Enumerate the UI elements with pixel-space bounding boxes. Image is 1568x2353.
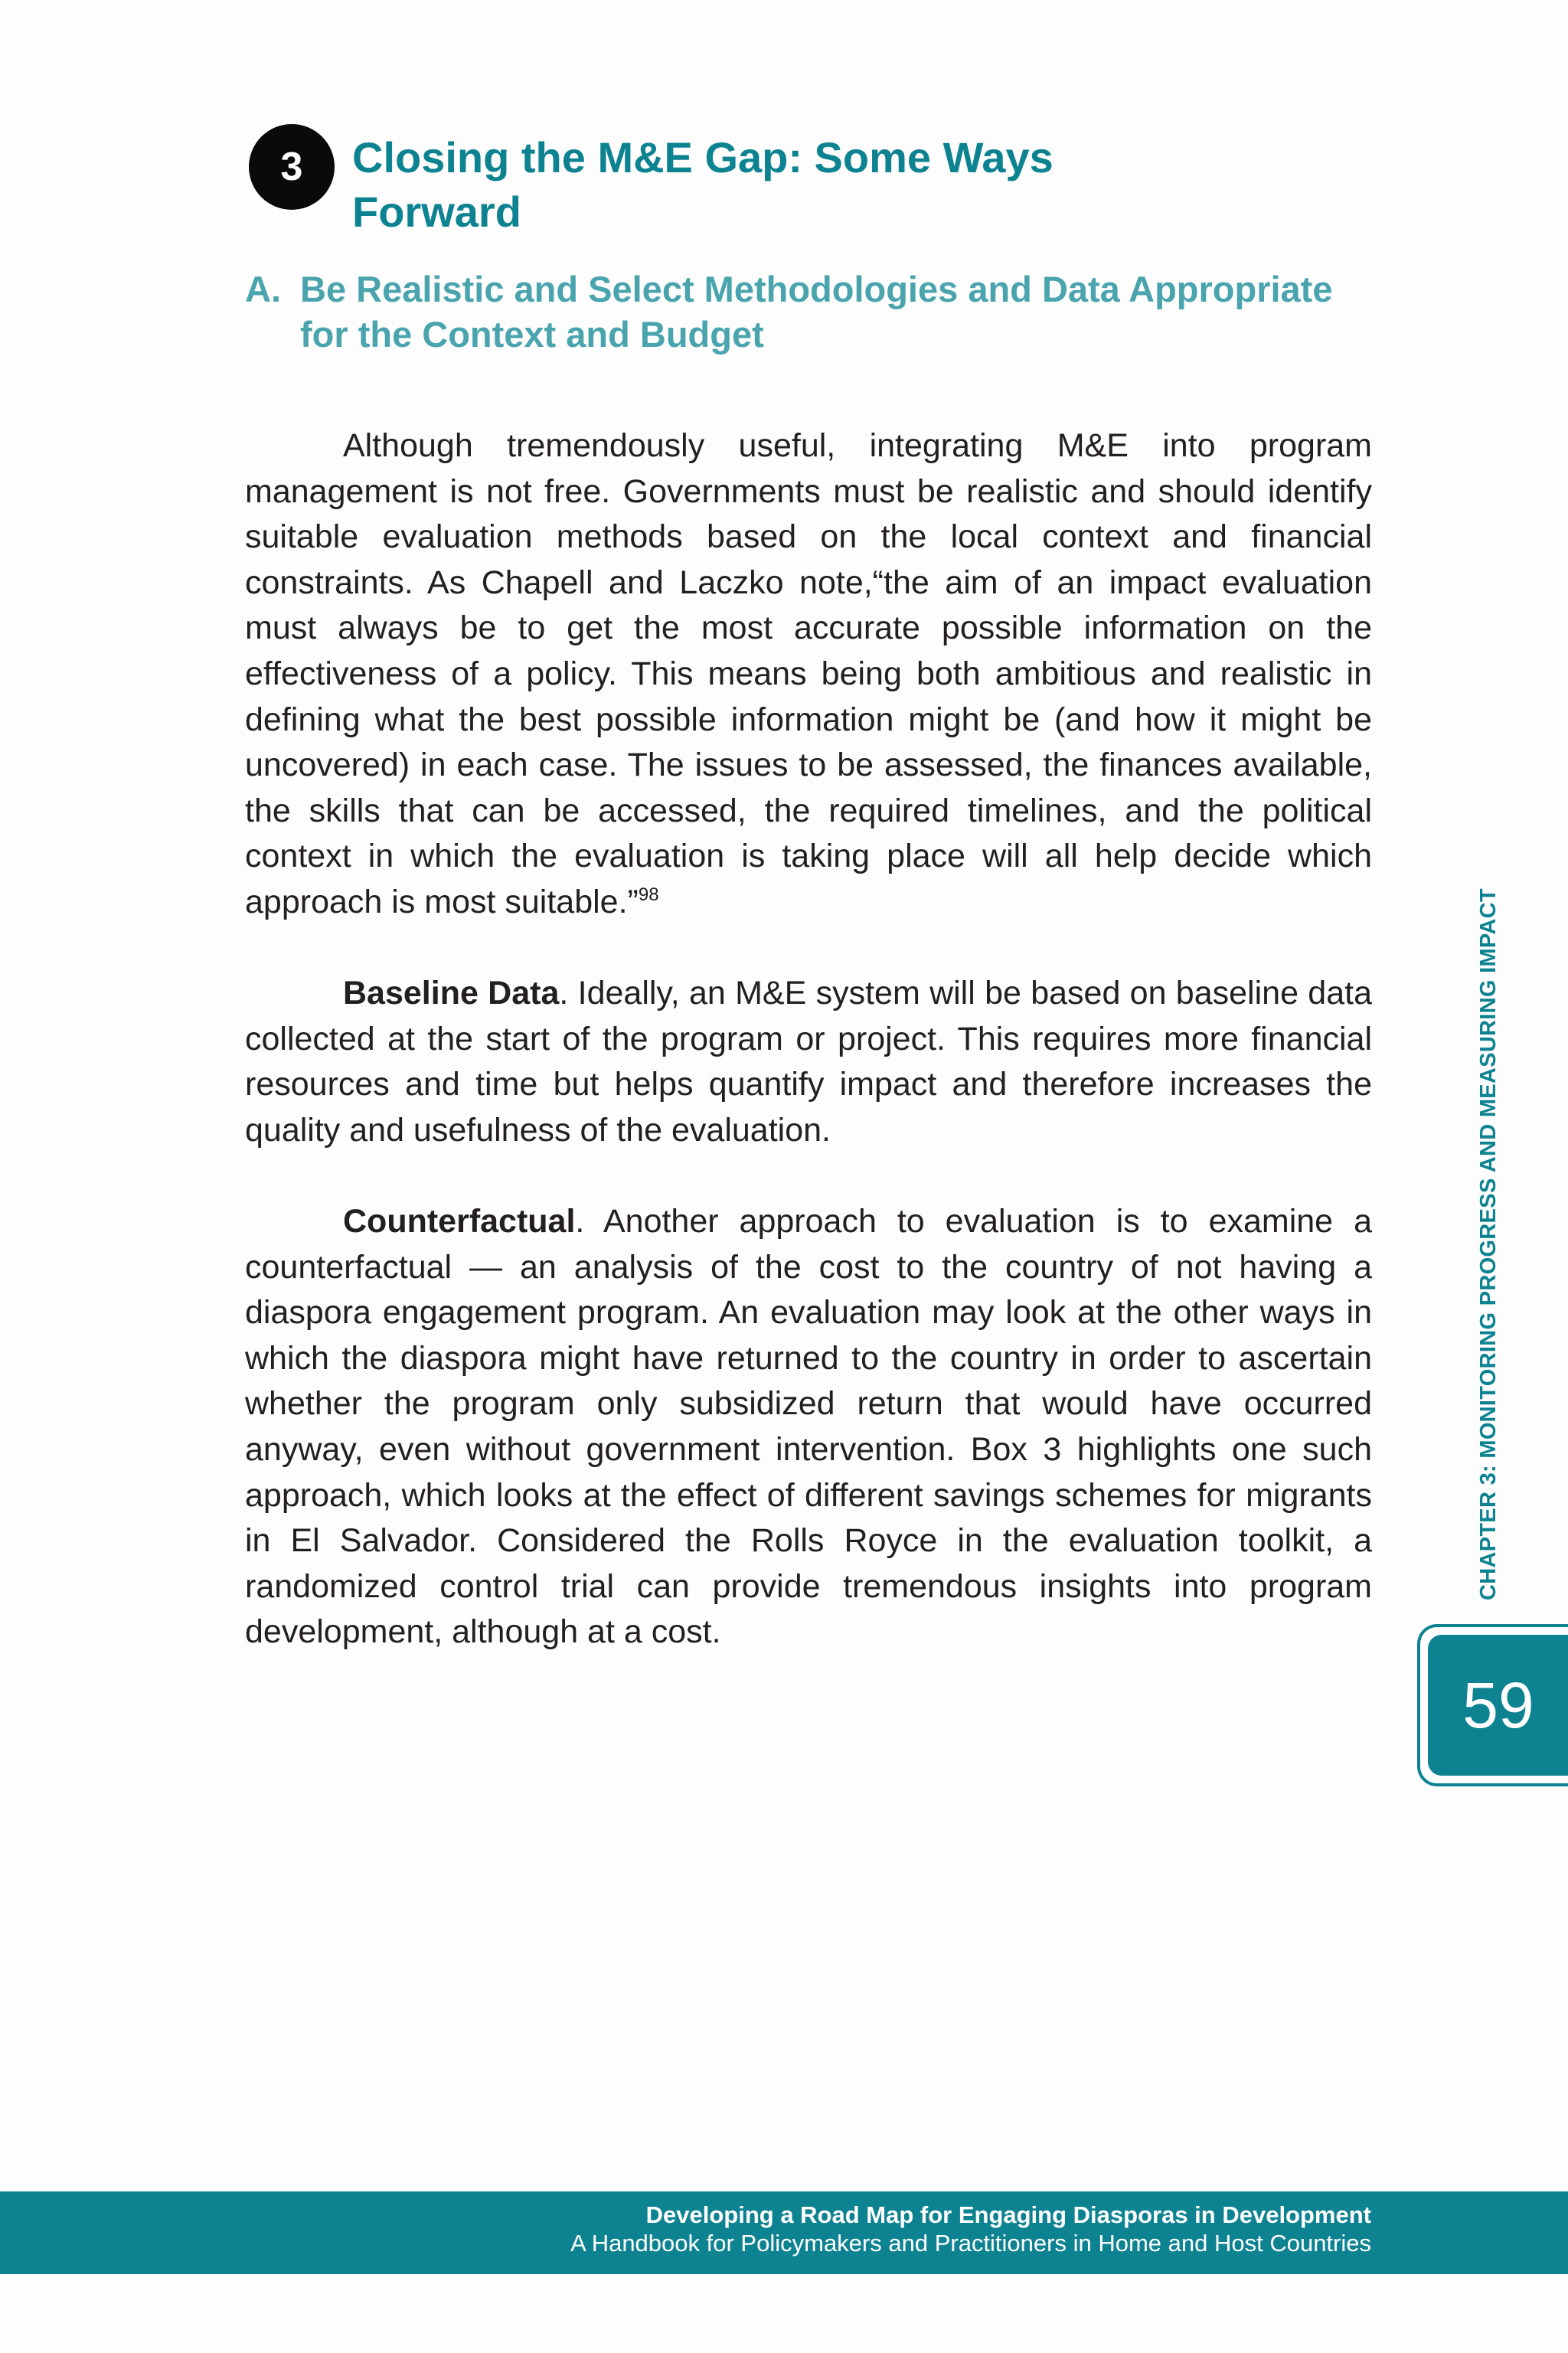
paragraph-intro: [245, 423, 1372, 926]
paragraph-counterfactual-text: . Another approach to evaluation is to examine a counterfactual — an analysis of the cost to the country of not having a diaspora engagement program. An evaluation may look at the other ways in which the diaspora might have returned to the country in order to ascertain whether the program only subsidized return that would have occurred anyway, even without government intervention. Box 3 highlights one such approach, which looks at the effect of different savings schemes for migrants in El Salvador. Considered the Rolls Royce in the evaluation toolkit, a randomized control trial can provide tremendous insights into program development, although at a cost.: [245, 1203, 1372, 1651]
subsection-letter: A.: [245, 269, 281, 309]
subsection-title: Be Realistic and Select Methodologies and Data Appropriate for the Context and Budget: [300, 269, 1333, 355]
page-number: 59: [1428, 1635, 1568, 1776]
section-number-badge: 3: [249, 124, 335, 210]
footnote-ref: 98: [638, 884, 659, 905]
paragraph-baseline: [245, 971, 1372, 1153]
page-number-tab: [1417, 1624, 1568, 1786]
footer-subtitle: A Handbook for Policymakers and Practitioners in Home and Host Countries: [570, 2230, 1371, 2257]
paragraph-baseline-text: . Ideally, an M&E system will be based on baseline data collected at the start of the program or project. This requires more financial resources and time but helps quantify impact and therefore increases the quality and usefulness of the evaluation.: [245, 975, 1372, 1149]
paragraph-intro-text: Although tremendously useful, integrating M&E into program management is not free. Governments must be realistic and should identify suitable evaluation methods based on the local context and financial constraints. As Chapell and Laczko note,“the aim of an impact evaluation must always be to get the most accurate possible information on the effectiveness of a policy. This means being both ambitious and realistic in defining what the best possible information might be (and how it might be uncovered) in each case. The issues to be assessed, the finances available, the skills that can be accessed, the required timelines, and the political context in which the evaluation is taking place will all help decide which approach is most suitable.”: [245, 427, 1372, 920]
paragraph-counterfactual: [245, 1199, 1372, 1655]
section-title: Closing the M&E Gap: Some Ways Forward: [352, 133, 1054, 236]
paragraph-counterfactual-lead: Counterfactual: [343, 1203, 576, 1240]
footer-title: Developing a Road Map for Engaging Diasporas in Development: [645, 2201, 1371, 2228]
chapter-sidebar-label: CHAPTER 3: MONITORING PROGRESS AND MEASURING IMPACT: [1476, 888, 1501, 1600]
subsection-heading: [245, 266, 1374, 357]
paragraph-baseline-lead: Baseline Data: [343, 975, 560, 1011]
